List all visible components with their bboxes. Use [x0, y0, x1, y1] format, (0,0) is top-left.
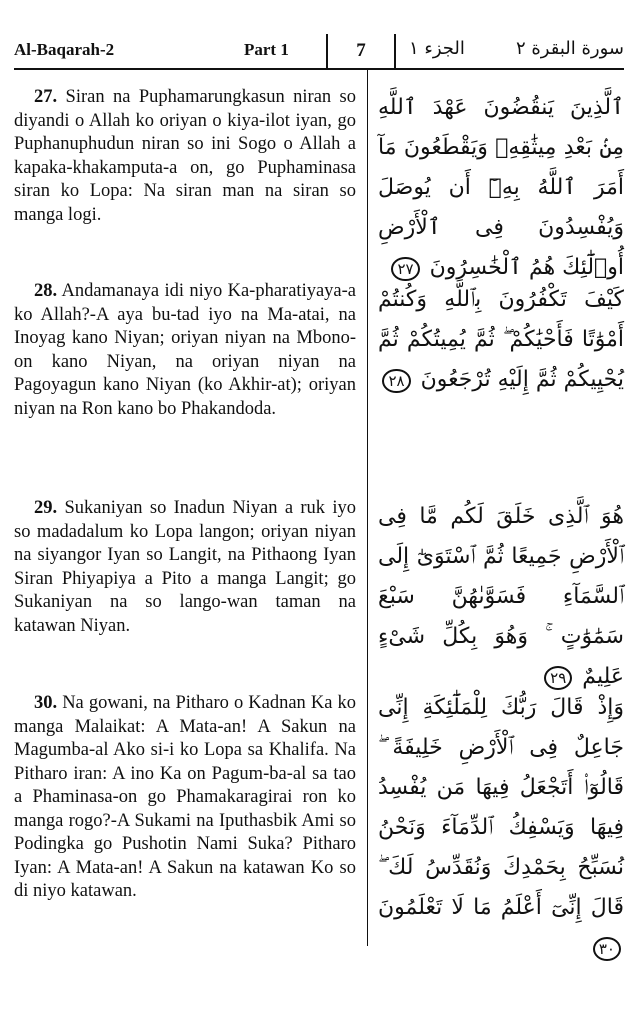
surah-latin-title: Al-Baqarah-2	[14, 40, 115, 59]
verse-29-arabic-text: هُوَ ٱلَّذِى خَلَقَ لَكُم مَّا فِى ٱلْأَرْضِ جَمِيعًا ثُمَّ ٱسْتَوَىٰٓ إِلَى ٱلسَّمَآءِ فَسَوَّىٰهُنَّ سَبْعَ سَمَٰوَٰتٍ ۚ وَهُوَ بِكُلِّ شَىْءٍ عَلِيمٌ	[378, 504, 624, 689]
column-divider	[367, 68, 368, 946]
verse-27-text: Siran na Puphamarungkasun niran so diyandi o Allah ko oriyan o kiya-ilot iyan, go Puphanuphudun niran so ini Sogo o Allah a kapaka-khakamputa-a on, go Puphaminasa siran ko Lopa: Na siran man na siran so manga logi.	[14, 87, 357, 225]
verse-27-arabic-text: ٱلَّذِينَ يَنقُضُونَ عَهْدَ ٱللَّهِ مِنۢ بَعْدِ مِيثَٰقِهِۦ وَيَقْطَعُونَ مَآ أَمَرَ ٱللَّهُ بِهِۦٓ أَن يُوصَلَ وَيُفْسِدُونَ فِى ٱلْأَرْضِ أُو۟لَٰٓئِكَ هُمُ ٱلْخَٰسِرُونَ	[378, 95, 624, 280]
verse-28-text: Andamanaya idi niyo Ka-pharatiyaya-a ko Allah?-A aya bu-tad iyo na Ma-atai, na Inoyag kano Niyan; oriyan niyan na Mbono-on kano Niyan, na oriyan niyan na Pagoyagun kano Niyan (ko Akhir-at); oriyan niyan na Ron kano bo Phakandoda.	[14, 281, 357, 419]
page-number: 7	[326, 34, 396, 68]
verse-29-number: 29.	[34, 498, 58, 518]
verse-29-text: Sukaniyan so Inadun Niyan a ruk iyo so madadalum ko Lopa langon; oriyan niyan na siyangor Iyan so Langit, na Pithaong Iyan Siran Phiyapiya a Pito a manga Langit; go Sukaniyan na so lango-wan taman na katawan Niyan.	[14, 498, 357, 636]
juz-arabic-label: الجزء ١	[409, 38, 465, 59]
verse-29-arabic	[378, 497, 624, 697]
part-label: Part 1	[244, 40, 289, 59]
verse-28-translation	[14, 280, 356, 421]
verse-27-arabic	[378, 88, 624, 288]
ayah-28-marker: ٢٨	[382, 369, 410, 393]
surah-arabic-title: سورة البقرة ٢	[515, 38, 624, 59]
verse-30-arabic	[378, 688, 624, 968]
verse-27-number: 27.	[34, 87, 58, 107]
verse-28-arabic	[378, 280, 624, 400]
page-header	[14, 34, 624, 70]
verse-30-text: Na gowani, na Pitharo o Kadnan Ka ko manga Malaikat: A Mata-an! A Sakun na Magumba-al Ako si-i ko Lopa sa Khalifa. Na Pitharo iran: A ino Ka on Pagum-ba-al sa tao a Phaminasa-on go Phamakaragirai ron ko manga rogo?-A Sukami na Iputhasbik Ami so Podingka go Pushotin Nami Suka? Pitharo Iyan: A Mata-an! A Sakun na katawan Ko so di niyo katawan.	[14, 693, 356, 901]
verse-28-number: 28.	[34, 281, 58, 301]
verse-29-translation	[14, 497, 356, 638]
verse-30-number: 30.	[34, 693, 58, 713]
ayah-27-marker: ٢٧	[391, 257, 419, 281]
verse-30-translation	[14, 692, 356, 904]
verse-27-translation	[14, 86, 356, 227]
ayah-30-marker: ٣٠	[593, 937, 621, 961]
verse-28-arabic-text: كَيْفَ تَكْفُرُونَ بِٱللَّهِ وَكُنتُمْ أَمْوَٰتًا فَأَحْيَٰكُمْ ۖ ثُمَّ يُمِيتُكُمْ ثُمَّ يُحْيِيكُمْ ثُمَّ إِلَيْهِ تُرْجَعُونَ	[378, 287, 624, 392]
ayah-29-marker: ٢٩	[544, 666, 572, 690]
verse-30-arabic-text: وَإِذْ قَالَ رَبُّكَ لِلْمَلَٰٓئِكَةِ إِنِّى جَاعِلٌ فِى ٱلْأَرْضِ خَلِيفَةً ۖ قَالُوٓا۟ أَتَجْعَلُ فِيهَا مَن يُفْسِدُ فِيهَا وَيَسْفِكُ ٱلدِّمَآءَ وَنَحْنُ نُسَبِّحُ بِحَمْدِكَ وَنُقَدِّسُ لَكَ ۖ قَالَ إِنِّىٓ أَعْلَمُ مَا لَا تَعْلَمُونَ	[378, 695, 624, 920]
